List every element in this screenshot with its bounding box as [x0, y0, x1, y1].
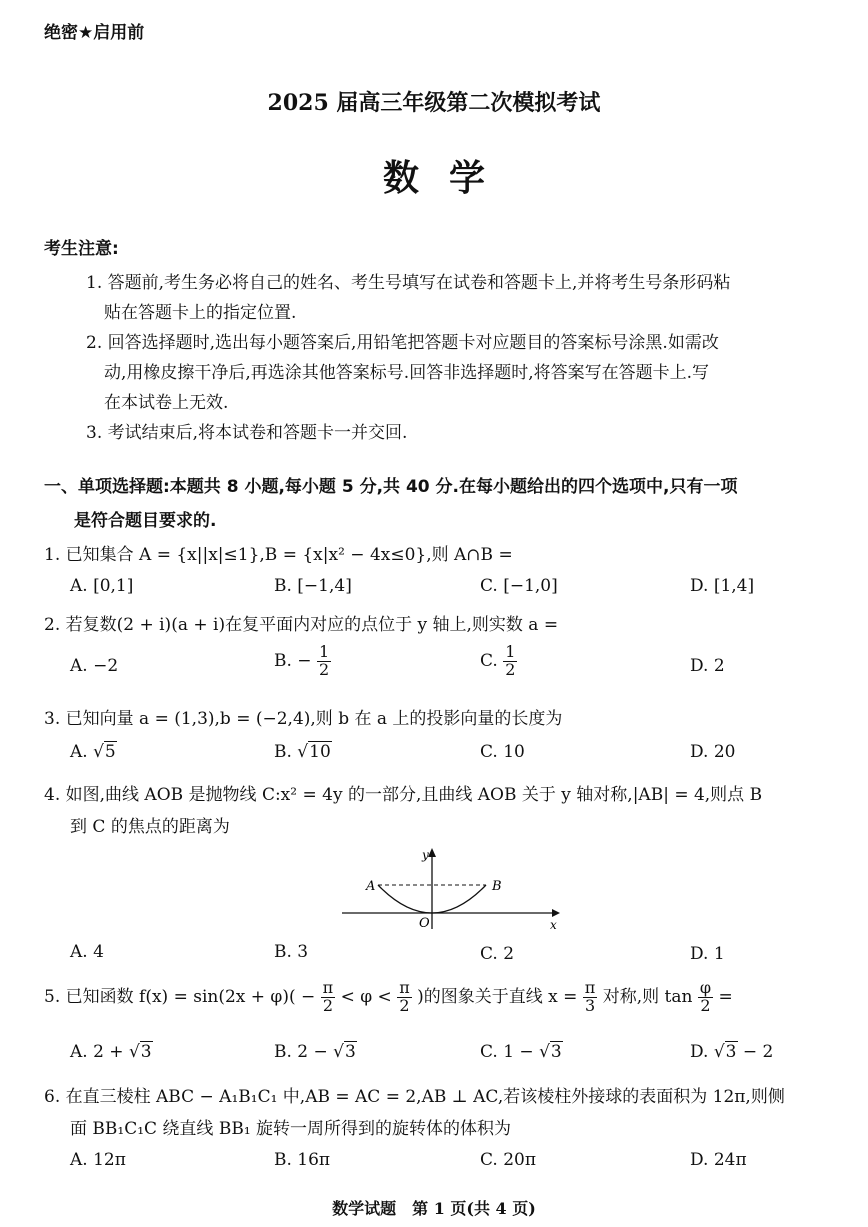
section-heading-line-1: 一、单项选择题:本题共 8 小题,每小题 5 分,共 40 分.在每小题给出的四个选项中,只有一项: [44, 477, 738, 497]
notice-line-5: 在本试卷上无效.: [104, 393, 229, 413]
q3-option-c: C. 10: [480, 742, 525, 762]
q1-option-a: A. [0,1]: [70, 576, 134, 596]
q3-option-d: D. 20: [690, 742, 736, 762]
q2-option-d: D. 2: [690, 656, 725, 676]
q3-option-b: B. √10: [274, 742, 331, 762]
q1-option-c: C. [−1,0]: [480, 576, 558, 596]
subject-title: 数学: [382, 158, 515, 199]
q6-option-b: B. 16π: [274, 1150, 331, 1170]
q1-stem: 1. 已知集合 A = {x||x|≤1},B = {x|x² − 4x≤0},则 A∩B =: [44, 545, 513, 565]
notice-line-4: 动,用橡皮擦干净后,再选涂其他答案标号.回答非选择题时,将答案写在答题卡上.写: [104, 363, 710, 383]
q3-option-a: A. √5: [70, 742, 116, 762]
q6-option-d: D. 24π: [690, 1150, 747, 1170]
q6-option-c: C. 20π: [480, 1150, 537, 1170]
q5-option-d: D. √3 − 2: [690, 1042, 774, 1062]
exam-title: 2025 届高三年级第二次模拟考试: [267, 90, 601, 116]
x-axis-label: x: [550, 918, 557, 932]
q6-option-a: A. 12π: [70, 1150, 126, 1170]
point-label-a: A: [366, 879, 376, 894]
q5-option-c: C. 1 − √3: [480, 1042, 562, 1062]
q1-option-d: D. [1,4]: [690, 576, 755, 596]
q4-option-d: D. 1: [690, 944, 725, 964]
point-label-b: B: [492, 879, 502, 894]
q4-stem-line-2: 到 C 的焦点的距离为: [70, 817, 230, 837]
q4-option-b: B. 3: [274, 942, 309, 962]
q5-option-a: A. 2 + √3: [70, 1042, 152, 1062]
page-footer: 数学试题 第 1 页(共 4 页): [332, 1199, 536, 1218]
section-heading-line-2: 是符合题目要求的.: [74, 511, 217, 531]
q6-stem-line-2: 面 BB₁C₁C 绕直线 BB₁ 旋转一周所得到的旋转体的体积为: [70, 1119, 512, 1139]
q2-stem: 2. 若复数(2 + i)(a + i)在复平面内对应的点位于 y 轴上,则实数 a =: [44, 615, 559, 635]
notice-line-3: 2. 回答选择题时,选出每小题答案后,用铅笔把答题卡对应题目的答案标号涂黑.如需改: [86, 333, 719, 353]
notice-line-1: 1. 答题前,考生务必将自己的姓名、考生号填写在试卷和答题卡上,并将考生号条形码粘: [86, 273, 731, 293]
origin-label: O: [419, 916, 430, 931]
q3-stem: 3. 已知向量 a = (1,3),b = (−2,4),则 b 在 a 上的投影向量的长度为: [44, 709, 563, 729]
q5-stem: 5. 已知函数 f(x) = sin(2x + φ)( − $\frac{\pi}{2}$ < φ < $\frac{\pi}{2}$ )的图象关于直线 x = $\frac{\pi}{3}$ 对称,则 tan $\frac{\varphi}{2}$ =: [44, 978, 733, 1015]
q4-option-c: C. 2: [480, 944, 515, 964]
notice-heading: 考生注意:: [44, 239, 119, 259]
q1-option-b: B. [−1,4]: [274, 576, 352, 596]
notice-line-6: 3. 考试结束后,将本试卷和答题卡一并交回.: [86, 423, 408, 443]
q2-option-b: B. − $\frac{1}{2}$: [274, 642, 330, 679]
notice-line-2: 贴在答题卡上的指定位置.: [104, 303, 297, 323]
q4-stem-line-1: 4. 如图,曲线 AOB 是抛物线 C:x² = 4y 的一部分,且曲线 AOB 关于 y 轴对称,|AB| = 4,则点 B: [44, 785, 763, 805]
q4-option-a: A. 4: [70, 942, 104, 962]
q6-stem-line-1: 6. 在直三棱柱 ABC − A₁B₁C₁ 中,AB = AC = 2,AB ⊥ AC,若该棱柱外接球的表面积为 12π,则侧: [44, 1087, 785, 1107]
q5-option-b: B. 2 − √3: [274, 1042, 356, 1062]
q2-option-c: C. $\frac{1}{2}$: [480, 642, 516, 679]
parabola-figure: [330, 845, 570, 935]
confidential-mark: 绝密★启用前: [44, 23, 145, 43]
y-axis-label: y: [422, 848, 429, 862]
q2-option-a: A. −2: [70, 656, 119, 676]
